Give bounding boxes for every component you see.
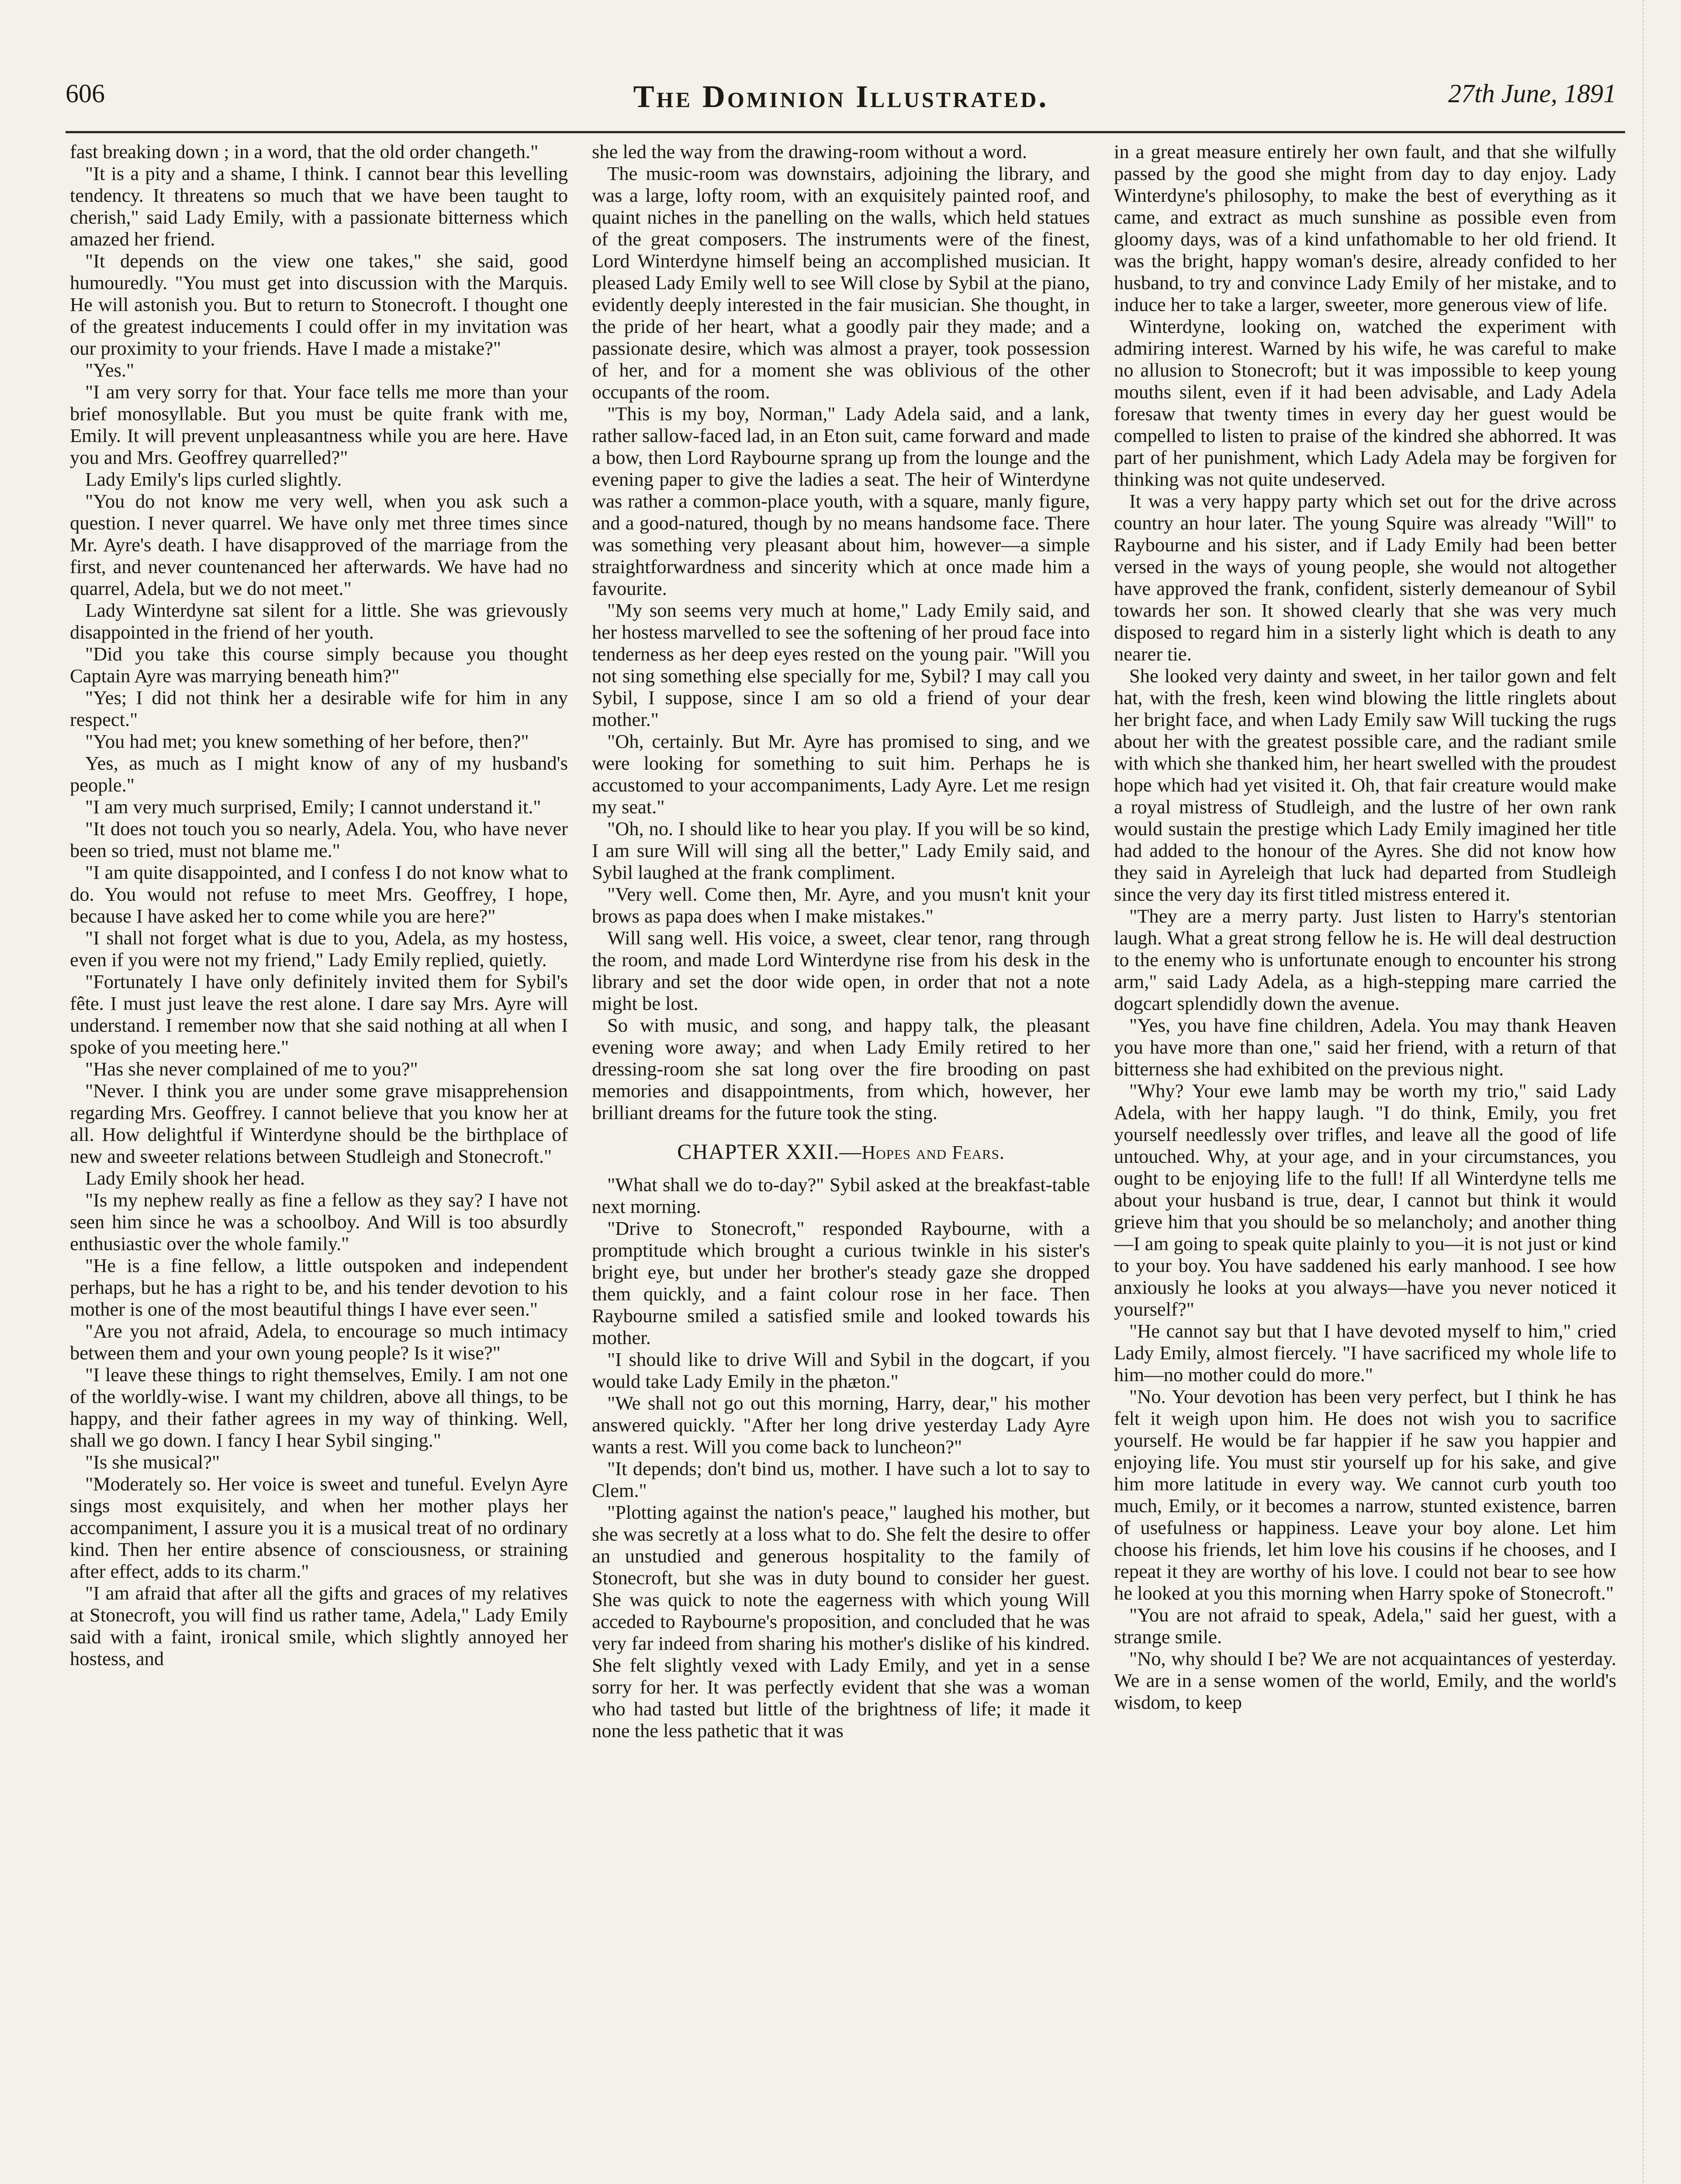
paragraph: "It depends; don't bind us, mother. I have such a lot to say to Clem." [592,1458,1090,1501]
paragraph: "You do not know me very well, when you ask such a question. I never quarrel. We have only met three times since Mr. Ayre's death. I have disapproved of the marriage from the first, and never countenanced her afterwards. We have had no quarrel, Adela, but we do not meet." [70,490,568,599]
chapter-number: CHAPTER XXII.— [677,1139,862,1164]
paragraph: It was a very happy party which set out for the drive across country an hour later. The young Squire was already "Will" to Raybourne and his sister, and if Lady Emily had been better versed in the ways of young people, she would not altogether have approved the frank, confident, sisterly demeanour of Sybil towards her son. It showed clearly that she was very much disposed to regard him in a sisterly light which is death to any nearer tie. [1114,490,1616,665]
paragraph: "You had met; you knew something of her before, then?" [85,730,529,752]
paragraph: So with music, and song, and happy talk, the pleasant evening wore away; and when Lady Emily retired to her dressing-room she sat long over the fire brooding on past memories and disappointments, from which, however, her brilliant dreams for the future took the sting. [592,1014,1090,1123]
column-3 [1114,141,1616,2184]
paragraph: in a great measure entirely her own fault, and that she wilfully passed by the good she might from day to day enjoy. Lady Winterdyne's philosophy, to make the best of everything as it came, and extract as much sunshine as possible even from gloomy days, was of a kind unfathomable to her old friend. It was the bright, happy woman's desire, already confided to her husband, to try and convince Lady Emily of her mistake, and to induce her to take a larger, sweeter, more generous view of life. [1114,141,1616,315]
paragraph: She looked very dainty and sweet, in her tailor gown and felt hat, with the fresh, keen wind blowing the little ringlets about her bright face, and when Lady Emily saw Will tucking the rugs about her with the greatest possible care, and the radiant smile with which she thanked him, her heart swelled with the proudest hope which had yet visited it. Oh, that fair creature would make a royal mistress of Studleigh, and the lustre of her own rank would sustain the prestige which Lady Emily imagined her title had added to the honour of the Ayres. She did not know how they said in Ayreleigh that luck had departed from Studleigh since the very day its first titled mistress entered it. [1114,665,1616,905]
paragraph: "Moderately so. Her voice is sweet and tuneful. Evelyn Ayre sings most exquisitely, and when her mother plays her accompaniment, I assure you it is a musical treat of no ordinary kind. Then her entire absence of consciousness, or straining after effect, adds to its charm." [70,1473,568,1582]
paragraph: "My son seems very much at home," Lady Emily said, and her hostess marvelled to see the softening of her proud face into tenderness as her deep eyes rested on the young pair. "Will you not sing something else specially for me, Sybil? I may call you Sybil, I suppose, since I am so old a friend of your dear mother." [592,599,1090,730]
paragraph: "Yes; I did not think her a desirable wife for him in any respect." [70,687,568,730]
paragraph: "Is she musical?" [85,1451,220,1473]
paragraph: "No. Your devotion has been very perfect, but I think he has felt it weigh upon him. He does not wish you to sacrifice yourself. He would be far happier if he saw you happier and enjoying life. You must stir yourself up for his sake, and give him more latitude in every way. We cannot curb youth too much, Emily, or it becomes a narrow, stunted existence, barren of usefulness or happiness. Leave your boy alone. Let him choose his friends, let him love his cousins if he chooses, and I repeat it they are worthy of his love. I could not bear to see how he looked at you this morning when Harry spoke of Stonecroft." [1114,1386,1616,1604]
paragraph: "It does not touch you so nearly, Adela. You, who have never been so tried, must not blame me." [70,818,568,861]
chapter-heading [592,1138,1090,1166]
paragraph: "Is my nephew really as fine a fellow as they say? I have not seen him since he was a schoolboy. And Will is too absurdly enthusiastic over the whole family." [70,1189,568,1254]
paragraph: "Oh, no. I should like to hear you play. If you will be so kind, I am sure Will will sing all the better," Lady Emily said, and Sybil laughed at the frank compliment. [592,818,1090,883]
paragraph: "I am quite disappointed, and I confess I do not know what to do. You would not refuse to meet Mrs. Geoffrey, I hope, because I have asked her to come while you are here?" [70,861,568,927]
paragraph: "I am afraid that after all the gifts and graces of my relatives at Stonecroft, you will find us rather tame, Adela," Lady Emily said with a faint, ironical smile, which slightly annoyed her hostess, and [70,1582,568,1669]
paragraph: "Yes, you have fine children, Adela. You may thank Heaven you have more than one," said her friend, with a return of that bitterness she had exhibited on the previous night. [1114,1014,1616,1080]
paragraph: Winterdyne, looking on, watched the experiment with admiring interest. Warned by his wife, he was careful to make no allusion to Stonecroft; but it was impossible to keep young mouths silent, even if it had been advisable, and Lady Adela foresaw that twenty times in every day her guest would be compelled to listen to praise of the kindred she abhorred. It was part of her punishment, which Lady Adela may be forgiven for thinking was not quite undeserved. [1114,315,1616,490]
paragraph: "They are a merry party. Just listen to Harry's stentorian laugh. What a great strong fellow he is. He will deal destruction to the enemy who is unfortunate enough to encounter his strong arm," said Lady Adela, as a high-stepping mare carried the dogcart splendidly down the avenue. [1114,905,1616,1014]
header-rule [66,131,1625,133]
paragraph: "Fortunately I have only definitely invited them for Sybil's fête. I must just leave the rest alone. I dare say Mrs. Ayre will understand. I remember now that she said nothing at all when I spoke of you meeting here." [70,971,568,1058]
paragraph: "Yes." [85,359,135,381]
paragraph: "Drive to Stonecroft," responded Raybourne, with a promptitude which brought a curious twinkle in his sister's bright eye, but under her brother's steady gaze she dropped them quickly, and a faint colour rose in her face. Then Raybourne smiled a satisfied smile and looked towards his mother. [592,1217,1090,1348]
paragraph: "Never. I think you are under some grave misapprehension regarding Mrs. Geoffrey. I cannot believe that you know her at all. How delightful if Winterdyne should be the birthplace of new and sweeter relations between Studleigh and Stonecroft." [70,1080,568,1167]
page-header [66,79,1616,135]
chapter-title: Hopes and Fears. [861,1142,1005,1163]
paragraph: "It depends on the view one takes," she said, good humouredly. "You must get into discussion with the Marquis. He will astonish you. But to return to Stonecroft. I thought one of the greatest inducements I could offer in my invitation was our proximity to your friends. Have I made a mistake?" [70,250,568,359]
column-2 [592,141,1090,2184]
paragraph: "I am very much surprised, Emily; I cannot understand it." [85,796,541,818]
paragraph: "He cannot say but that I have devoted myself to him," cried Lady Emily, almost fiercely. "I have sacrificed my whole life to him—no mother could do more." [1114,1320,1616,1386]
paragraph: "What shall we do to-day?" Sybil asked at the breakfast-table next morning. [592,1174,1090,1217]
paragraph: "He is a fine fellow, a little outspoken and independent perhaps, but he has a right to be, and his tender devotion to his mother is one of the most beautiful things I have ever seen." [70,1254,568,1320]
paragraph: "It is a pity and a shame, I think. I cannot bear this levelling tendency. It threatens so much that we have been taught to cherish," said Lady Emily, with a passionate bitterness which amazed her friend. [70,162,568,250]
column-1 [70,141,568,2184]
paragraph: "Did you take this course simply because you thought Captain Ayre was marrying beneath him?" [70,643,568,687]
paragraph: "I am very sorry for that. Your face tells me more than your brief monosyllable. But you must be quite frank with me, Emily. It will prevent unpleasantness while you are here. Have you and Mrs. Geoffrey quarrelled?" [70,381,568,468]
masthead: The Dominion Illustrated. [633,79,1049,114]
paragraph: "Are you not afraid, Adela, to encourage so much intimacy between them and your own young people? Is it wise?" [70,1320,568,1364]
paragraph: "No, why should I be? We are not acquaintances of yesterday. We are in a sense women of the world, Emily, and the world's wisdom, to keep [1114,1648,1616,1713]
paragraph: The music-room was downstairs, adjoining the library, and was a large, lofty room, with an exquisitely painted roof, and quaint niches in the panelling on the walls, which held statues of the great composers. The instruments were of the finest, Lord Winterdyne himself being an accomplished musician. It pleased Lady Emily well to see Will close by Sybil at the piano, evidently deeply interested in the fair musician. She thought, in the pride of her heart, what a goodly pair they made; and a passionate desire, which was almost a prayer, took possession of her, and for a moment she was oblivious of the other occupants of the room. [592,162,1090,403]
paragraph: Lady Emily's lips curled slightly. [85,468,342,490]
paragraph: Lady Emily shook her head. [85,1167,305,1189]
paragraph: Yes, as much as I might know of any of my husband's people." [70,752,568,796]
paragraph: she led the way from the drawing-room without a word. [592,141,1027,162]
paragraph: "You are not afraid to speak, Adela," said her guest, with a strange smile. [1114,1604,1616,1648]
paragraph: "I leave these things to right themselves, Emily. I am not one of the worldly-wise. I want my children, above all things, to be happy, and their father agrees in my way of thinking. Well, shall we go down. I fancy I hear Sybil singing." [70,1364,568,1451]
paragraph: "This is my boy, Norman," Lady Adela said, and a lank, rather sallow-faced lad, in an Eton suit, came forward and made a bow, then Lord Raybourne sprang up from the lounge and the evening paper to give the ladies a seat. The heir of Winterdyne was rather a common-place youth, with a square, manly figure, and a good-natured, though by no means handsome face. There was something very pleasant about him, however—a simple straightforwardness and sincerity which at once made him a favourite. [592,403,1090,599]
paragraph: "Very well. Come then, Mr. Ayre, and you musn't knit your brows as papa does when I make mistakes." [592,883,1090,927]
paragraph: "Why? Your ewe lamb may be worth my trio," said Lady Adela, with her happy laugh. "I do think, Emily, you fret yourself needlessly over trifles, and leave all the good of life untouched. Why, at your age, and in your circumstances, you ought to be enjoying life to the full! If all Winterdyne tells me about your husband is true, dear, I cannot but think it would grieve him that you should be so melancholy; and another thing—I am going to speak quite plainly to you—it is not just or kind to your boy. You have saddened his early manhood. I see how anxiously he looks at you always—have you never noticed it yourself?" [1114,1080,1616,1320]
page-number: 606 [66,79,105,108]
paragraph: Lady Winterdyne sat silent for a little. She was grievously disappointed in the friend of her youth. [70,599,568,643]
paragraph: "Oh, certainly. But Mr. Ayre has promised to sing, and we were looking for something to suit him. Perhaps he is accustomed to your accompaniments, Lady Ayre. Let me resign my seat." [592,730,1090,818]
paragraph: Will sang well. His voice, a sweet, clear tenor, rang through the room, and made Lord Winterdyne rise from his desk in the library and set the door wide open, in order that not a note might be lost. [592,927,1090,1014]
issue-date: 27th June, 1891 [1448,79,1616,108]
paragraph: "I shall not forget what is due to you, Adela, as my hostess, even if you were not my friend," Lady Emily replied, quietly. [70,927,568,971]
paragraph: "Plotting against the nation's peace," laughed his mother, but she was secretly at a loss what to do. She felt the desire to offer an unstudied and generous hospitality to the family of Stonecroft, but she was in duty bound to consider her guest. She was quick to note the eagerness with which young Will acceded to Raybourne's proposition, and concluded that he was very far indeed from sharing his mother's dislike of his kindred. She felt slightly vexed with Lady Emily, and yet in a sense sorry for her. It was perfectly evident that she was a woman who had tasted but little of the brightness of life; it made it none the less pathetic that it was [592,1501,1090,1742]
paragraph: "I should like to drive Will and Sybil in the dogcart, if you would take Lady Emily in the phæton." [592,1348,1090,1392]
paragraph: "Has she never complained of me to you?" [85,1058,418,1080]
paragraph: "We shall not go out this morning, Harry, dear," his mother answered quickly. "After her long drive yesterday Lady Ayre wants a rest. Will you come back to luncheon?" [592,1392,1090,1458]
page-edge-shadow [1643,0,1644,2184]
paragraph: fast breaking down ; in a word, that the old order changeth." [70,141,539,162]
